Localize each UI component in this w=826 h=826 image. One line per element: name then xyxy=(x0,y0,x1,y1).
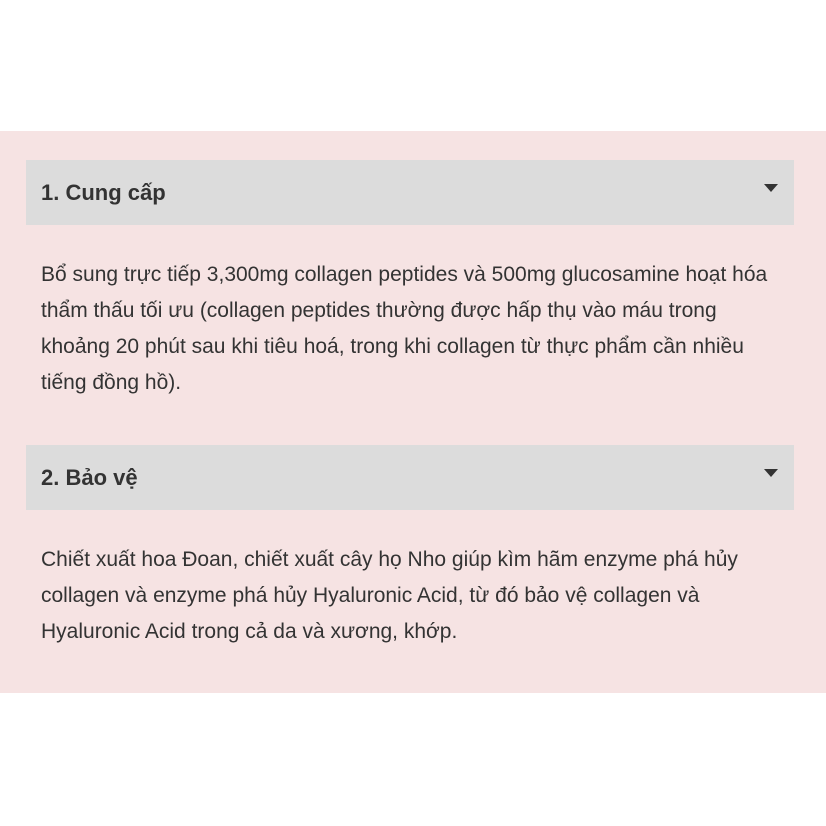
caret-down-icon[interactable] xyxy=(764,184,778,192)
accordion-header-bao-ve[interactable] xyxy=(26,445,794,510)
accordion-header-cung-cap[interactable] xyxy=(26,160,794,225)
accordion-title: 1. Cung cấp xyxy=(41,180,166,205)
accordion-body-bao-ve: Chiết xuất hoa Đoan, chiết xuất cây họ Nho giúp kìm hãm enzyme phá hủy collagen và enzyme phá hủy Hyaluronic Acid, từ đó bảo vệ collagen và Hyaluronic Acid trong cả da và xương, khớp. xyxy=(41,548,738,643)
accordion-panel xyxy=(0,131,826,693)
caret-down-icon[interactable] xyxy=(764,469,778,477)
accordion-title: 2. Bảo vệ xyxy=(41,465,138,490)
accordion-body-cung-cap: Bổ sung trực tiếp 3,300mg collagen peptides và 500mg glucosamine hoạt hóa thẩm thấu tối ưu (collagen peptides thường được hấp thụ vào máu trong khoảng 20 phút sau khi tiêu hoá, trong khi collagen từ thực phẩm cần nhiều tiếng đồng hồ). xyxy=(41,263,768,394)
